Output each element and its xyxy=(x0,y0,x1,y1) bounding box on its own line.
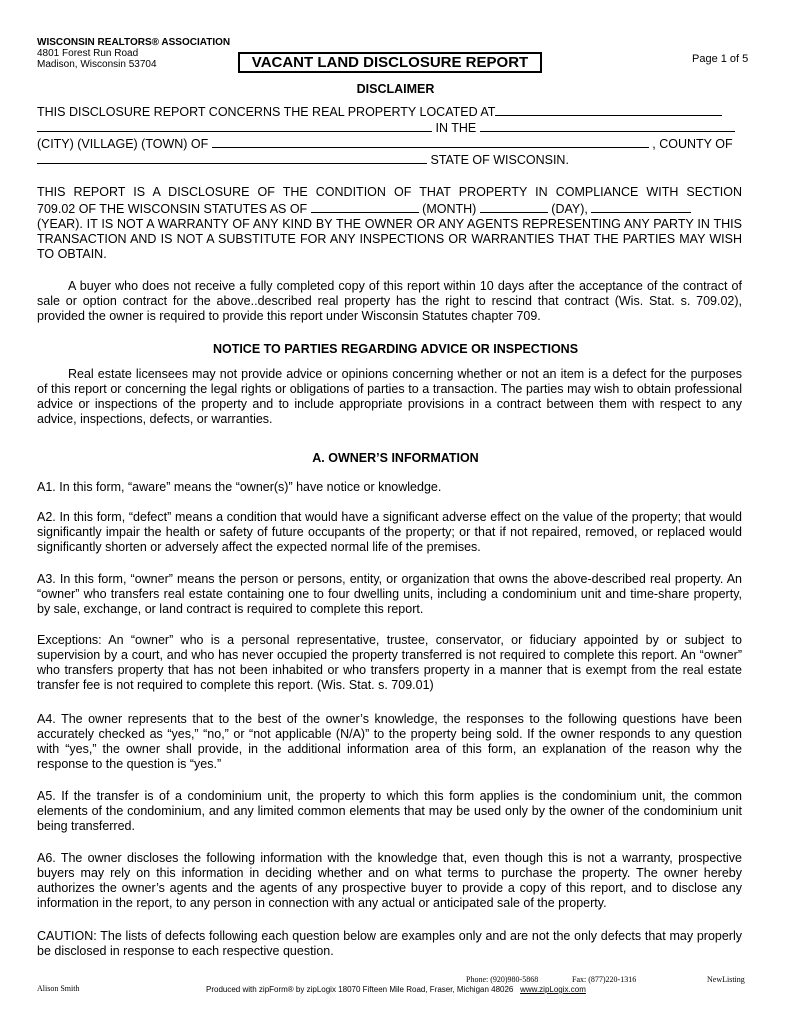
a1-paragraph: A1. In this form, “aware” means the “owner(s)” have notice or knowledge. xyxy=(37,480,442,494)
month-label: (MONTH) xyxy=(422,202,477,216)
a5-paragraph: A5. If the transfer is of a condominium unit, the property to which this form applies is the condominium unit, the common elements of the condominium, and any limited common elements that may be used only by the owner of the condominium unit being transferred. xyxy=(37,789,742,833)
city-line xyxy=(37,135,733,152)
caution-paragraph: CAUTION: The lists of defects following each question below are examples only and are not the only defects that may properly be disclosed in response to each respective question. xyxy=(37,929,742,958)
a6-paragraph: A6. The owner discloses the following information with the knowledge that, even though this is not a warranty, prospective buyers may rely on this information in deciding whether and on what terms to purchase the property. The owner hereby authorizes the owner’s agents and the agents of any prospective buyer to provide a copy of this report, and to disclose any information in the report, to any person in connection with any actual or anticipated sale of the property. xyxy=(37,851,742,910)
footer-url-link[interactable]: www.zipLogix.com xyxy=(520,985,586,994)
in-the-label: IN THE xyxy=(435,121,477,135)
footer-form-name: NewListing xyxy=(707,975,745,984)
form-title: VACANT LAND DISCLOSURE REPORT xyxy=(238,52,542,73)
statutes-block xyxy=(37,185,742,262)
page-number: Page 1 of 5 xyxy=(692,53,749,65)
a3-paragraph: A3. In this form, “owner” means the person or persons, entity, or organization that owns the above-described real property. An “owner” who transfers real estate containing one to four dwelling units, including a condominium unit and time-share property, by sale, exchange, or land contract is required to complete this report. xyxy=(37,572,742,616)
statutes-line1: THIS REPORT IS A DISCLOSURE OF THE CONDITION OF THAT PROPERTY IN COMPLIANCE WITH SECTION xyxy=(37,185,742,199)
a4-paragraph: A4. The owner represents that to the best of the owner’s knowledge, the responses to the following questions have been accurately checked as “yes,” “no,” or “not applicable (N/A)” to the property being sold. If the owner responds to any question with “yes,” the owner shall provide, in the additional information area of this form, an explanation of the reason why the response to the question is “yes.” xyxy=(37,712,742,771)
footer-agent: Alison Smith xyxy=(37,984,80,993)
notice-heading: NOTICE TO PARTIES REGARDING ADVICE OR INSPECTIONS xyxy=(212,342,579,356)
municipality-type-field[interactable] xyxy=(480,119,735,132)
org-address-line1: 4801 Forest Run Road xyxy=(37,48,139,59)
property-location-label: THIS DISCLOSURE REPORT CONCERNS THE REAL PROPERTY LOCATED AT xyxy=(37,105,496,119)
org-name: WISCONSIN REALTORS® ASSOCIATION xyxy=(37,37,231,48)
footer-phone: Phone: (920)980-5868 xyxy=(466,975,539,984)
buyer-rescind-paragraph: A buyer who does not receive a fully completed copy of this report within 10 days after the acceptance of the contract of sale or option contract for the above..described real property has the right to rescind that contract (Wis. Stat. s. 709.02), provided the owner is required to provide this report under Wisconsin Statutes chapter 709. xyxy=(37,279,742,323)
a2-paragraph: A2. In this form, “defect” means a condition that would have a significant adverse effect on the value of the property; that would significantly impair the health or safety of future occupants of the property; or that if not repaired, removed, or replaced would significantly shorten or adversely affect the expected normal life of the premises. xyxy=(37,510,742,554)
city-field[interactable] xyxy=(212,135,649,148)
property-location-line xyxy=(37,103,722,120)
exceptions-paragraph: Exceptions: An “owner” who is a personal representative, trustee, conservator, or fiduciary appointed by or subject to supervision by a court, and who has never occupied the property transferred is not required to complete this report. An “owner” who transfers property that has not been inhabited or who transfers property in a manner that is exempt from the real estate transfer fee is not required to complete this report. (Wis. Stat. s. 709.01) xyxy=(37,633,742,692)
day-label: (DAY), xyxy=(551,202,588,216)
footer-fax: Fax: (877)220-1316 xyxy=(572,975,637,984)
address-continued-field[interactable] xyxy=(37,119,432,132)
month-field[interactable] xyxy=(480,200,548,213)
county-label: , COUNTY OF xyxy=(652,137,733,151)
statutes-line2 xyxy=(37,200,742,217)
footer-produced-text: Produced with zipForm® by zipLogix 18070 Fifteen Mile Road, Fraser, Michigan 48026 xyxy=(206,985,514,994)
state-label: STATE OF WISCONSIN. xyxy=(430,153,569,167)
county-field[interactable] xyxy=(37,151,427,164)
org-block xyxy=(37,37,230,70)
disclaimer-heading: DISCLAIMER xyxy=(356,82,435,96)
in-the-line xyxy=(37,119,735,136)
property-address-field[interactable] xyxy=(495,103,722,116)
footer-produced xyxy=(206,985,586,994)
city-label: (CITY) (VILLAGE) (TOWN) OF xyxy=(37,137,209,151)
owner-info-heading: A. OWNER’S INFORMATION xyxy=(312,451,479,465)
statutes-rest: (YEAR). IT IS NOT A WARRANTY OF ANY KIND BY THE OWNER OR ANY AGENTS REPRESENTING ANY PARTY IN THIS TRANSACTION AND IS NOT A SUBSTITUTE FOR ANY INSPECTIONS OR WARRANTIES THAT THE PARTIES MAY WISH TO OBTAIN. xyxy=(37,217,742,261)
state-line xyxy=(37,151,569,168)
date-field[interactable] xyxy=(311,200,419,213)
year-field[interactable] xyxy=(591,200,691,213)
statutes-date-label: 709.02 OF THE WISCONSIN STATUTES AS OF xyxy=(37,202,308,216)
org-address-line2: Madison, Wisconsin 53704 xyxy=(37,59,157,70)
notice-paragraph: Real estate licensees may not provide advice or opinions concerning whether or not an item is a defect for the purposes of this report or concerning the legal rights or obligations of parties to a transaction. The parties may wish to obtain professional advice or inspections of the property and to include appropriate provisions in a contract between them with respect to any advice, inspections, defects, or warranties. xyxy=(37,367,742,426)
